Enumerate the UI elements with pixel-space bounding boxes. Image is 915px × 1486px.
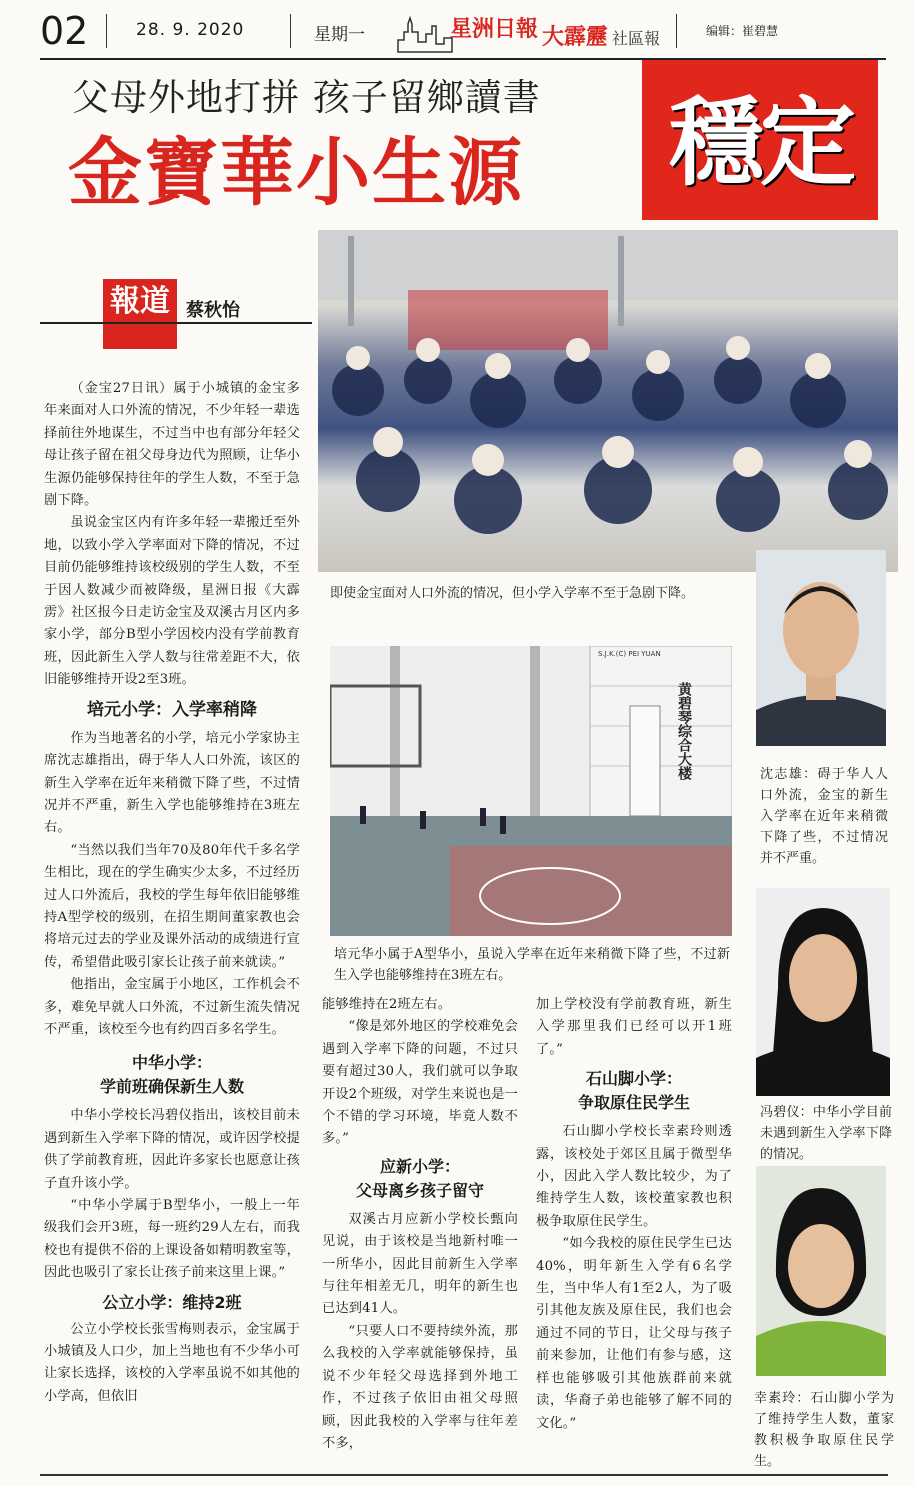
- subhead-peiyuan: 培元小学：入学率稍降: [87, 699, 257, 720]
- headline-emphasis-box: [642, 60, 878, 220]
- headline-kicker: 父母外地打拼 孩子留鄉讀書: [72, 76, 541, 119]
- paragraph: 能够维持在2班左右。: [322, 997, 452, 1012]
- paragraph: “当然以我们当年70及80年代千多名学生相比，现在的学生确实少太多，不过经历过人口外流后，我校的学生每年依旧能够维持A型学校的级别，在招生期间董家教也会将培元过去的学业及课外活动的成绩进行宣传，希望借此吸引家长让孩子前来就读。”: [44, 842, 300, 970]
- portrait-shen-art: [756, 550, 886, 746]
- bottom-rule: [40, 1474, 888, 1476]
- paragraph: 加上学校没有学前教育班，新生入学那里我们已经可以开1班了。”: [536, 997, 732, 1057]
- skyline-icon: [396, 14, 456, 54]
- paragraph: 他指出，金宝属于小地区，工作机会不多，难免早就人口外流，不过新生流失情况不严重，该校至今也有约四百多名学生。: [44, 977, 300, 1037]
- masthead: [0, 0, 915, 60]
- article-column-2: [322, 994, 518, 1455]
- issue-date: 28. 9. 2020: [136, 20, 245, 40]
- caption-court-photo: 培元华小属于A型华小，虽说入学率在近年来稍微下降了些，不过新生入学也能够维持在3班左右。: [334, 947, 730, 983]
- paragraph: “如今我校的原住民学生已达40%，明年新生入学有6名学生，当中华人有1至2人，为了吸引其他友族及原住民，我们也会通过不同的节日，让父母与孩子前来参加，让他们有参与感，这样也能够吸引其他族群前来就读，华裔子弟也能够了解不同的文化。”: [536, 1236, 732, 1431]
- paragraph: （金宝27日讯）属于小城镇的金宝多年来面对人口外流的情况，不少年轻一辈选择前往外地谋生，不过当中也有部分年轻父母让孩子留在祖父母身边代为照顾，让华小生源仍能够保持往年的学生人数，不至于急剧下降。: [44, 381, 300, 509]
- article-column-3: [536, 994, 732, 1435]
- photo-school-court: [330, 646, 732, 936]
- subhead-shishanjiao-1: 石山脚小学：: [585, 1069, 682, 1089]
- building-name-sign: 黄碧琴综合大楼: [676, 682, 692, 780]
- photo-students-assembly: [318, 230, 898, 572]
- byline-rule: [40, 322, 312, 324]
- subhead-gongli: 公立小学：维持2班: [102, 1292, 242, 1312]
- portrait-xing-art: [756, 1166, 886, 1376]
- portrait-shen: [756, 550, 886, 746]
- school-sign: S.J.K.(C) PEI YUAN: [598, 650, 661, 658]
- article-column-1: [44, 378, 300, 1408]
- paragraph: 双溪古月应新小学校长甄向见说，由于该校是当地新村唯一一所华小，因此目前新生入学率与往年相差无几，明年的新生也已达到41人。: [322, 1211, 518, 1317]
- headline-emphasis: 穩定: [668, 87, 852, 199]
- paragraph: 石山脚小学校长幸素玲则透露，该校处于郊区且属于微型华小，因此入学人数比较少，为了维持学生人数，该校董家教也积极争取原住民学生。: [536, 1124, 732, 1229]
- caption-portrait-xing: 幸素玲：石山脚小学为了维持学生人数，董家教积极争取原住民学生。: [754, 1391, 894, 1469]
- portrait-feng-art: [756, 888, 890, 1096]
- portrait-feng: [756, 888, 890, 1096]
- page-number: 02: [40, 9, 89, 53]
- paragraph: 公立小学校长张雪梅则表示，金宝属于小城镇及人口少，加上当地也有不少华小可让家长选择，该校的入学率虽说不如其他的小学高，但依旧: [44, 1321, 300, 1404]
- byline-tag-box: [103, 279, 177, 349]
- caption-portrait-feng: 冯碧仪：中华小学目前未遇到新生入学率下降的情况。: [760, 1105, 892, 1162]
- subhead-yingxin-1: 应新小学：: [379, 1156, 460, 1176]
- paragraph: “中华小学属于B型华小，一般上一年级我们会开3班，每一班约29人左右，而我校也有提供不俗的上课设备如精明教室等，因此也吸引了家长让孩子前来这里上课。”: [44, 1198, 300, 1281]
- subhead-zhonghua-2: 学前班确保新生人数: [99, 1077, 244, 1097]
- paragraph: “只要人口不要持续外流，那么我校的入学率就能够保持，虽说不少年轻父母选择到外地工作，不过孩子依旧由祖父母照顾，因此我校的入学率与往年差不多，: [322, 1323, 518, 1451]
- supplement-suffix: 社區報: [612, 29, 661, 48]
- subhead-yingxin-2: 父母离乡孩子留守: [355, 1180, 484, 1200]
- subhead-shishanjiao-2: 争取原住民学生: [577, 1093, 690, 1113]
- paper-name: 星洲日報: [450, 16, 539, 42]
- paragraph: 作为当地著名的小学，培元小学家协主席沈志雄指出，碍于华人人口外流，该区的新生入学率在近年来稍微下降了些，不过情况并不严重，新生入学也能够维持在3班左右。: [44, 730, 300, 836]
- portrait-xing: [756, 1166, 886, 1376]
- caption-students-photo: 即使金宝面对人口外流的情况，但小学入学率不至于急剧下降。: [330, 586, 695, 601]
- supplement-name: 大霹靂: [542, 25, 609, 50]
- byline-author: 蔡秋怡: [186, 300, 240, 321]
- headline-main: 金寶華小生源: [68, 130, 524, 216]
- court-photo-art: [330, 646, 732, 936]
- subhead-zhonghua-1: 中华小学：: [131, 1053, 212, 1073]
- students-photo-art: [318, 230, 898, 572]
- editor-credit: 编辑：崔碧慧: [706, 24, 779, 38]
- paragraph: 虽说金宝区内有许多年轻一辈搬迁至外地，以致小学入学率面对下降的情况，不过目前仍能够维持该校级别的学生人数，不至于因人数减少而被降级，星洲日报《大霹雳》社区报今日走访金宝及双溪古月区内多家小学，部分B型小学因校内没有学前教育班，因此新生入学人数与往常差距不大，依旧能够维持开设2至3班。: [44, 515, 300, 688]
- paragraph: “像是郊外地区的学校难免会遇到入学率下降的问题，不过只要有超过30人，我们就可以争取开设2个班级，对学生来说也是一个不错的学习环境，毕竟人数不多。”: [322, 1019, 519, 1147]
- caption-portrait-shen: 沈志雄：碍于华人人口外流，金宝的新生入学率在近年来稍微下降了些，不过情况并不严重。: [760, 767, 888, 866]
- weekday: 星期一: [314, 25, 365, 45]
- paragraph: 中华小学校长冯碧仪指出，该校目前未遇到新生入学率下降的情况，或许因学校提供了学前教育班，因此许多家长也愿意让孩子直升该小学。: [44, 1108, 300, 1191]
- byline-tag: 報道: [110, 284, 170, 319]
